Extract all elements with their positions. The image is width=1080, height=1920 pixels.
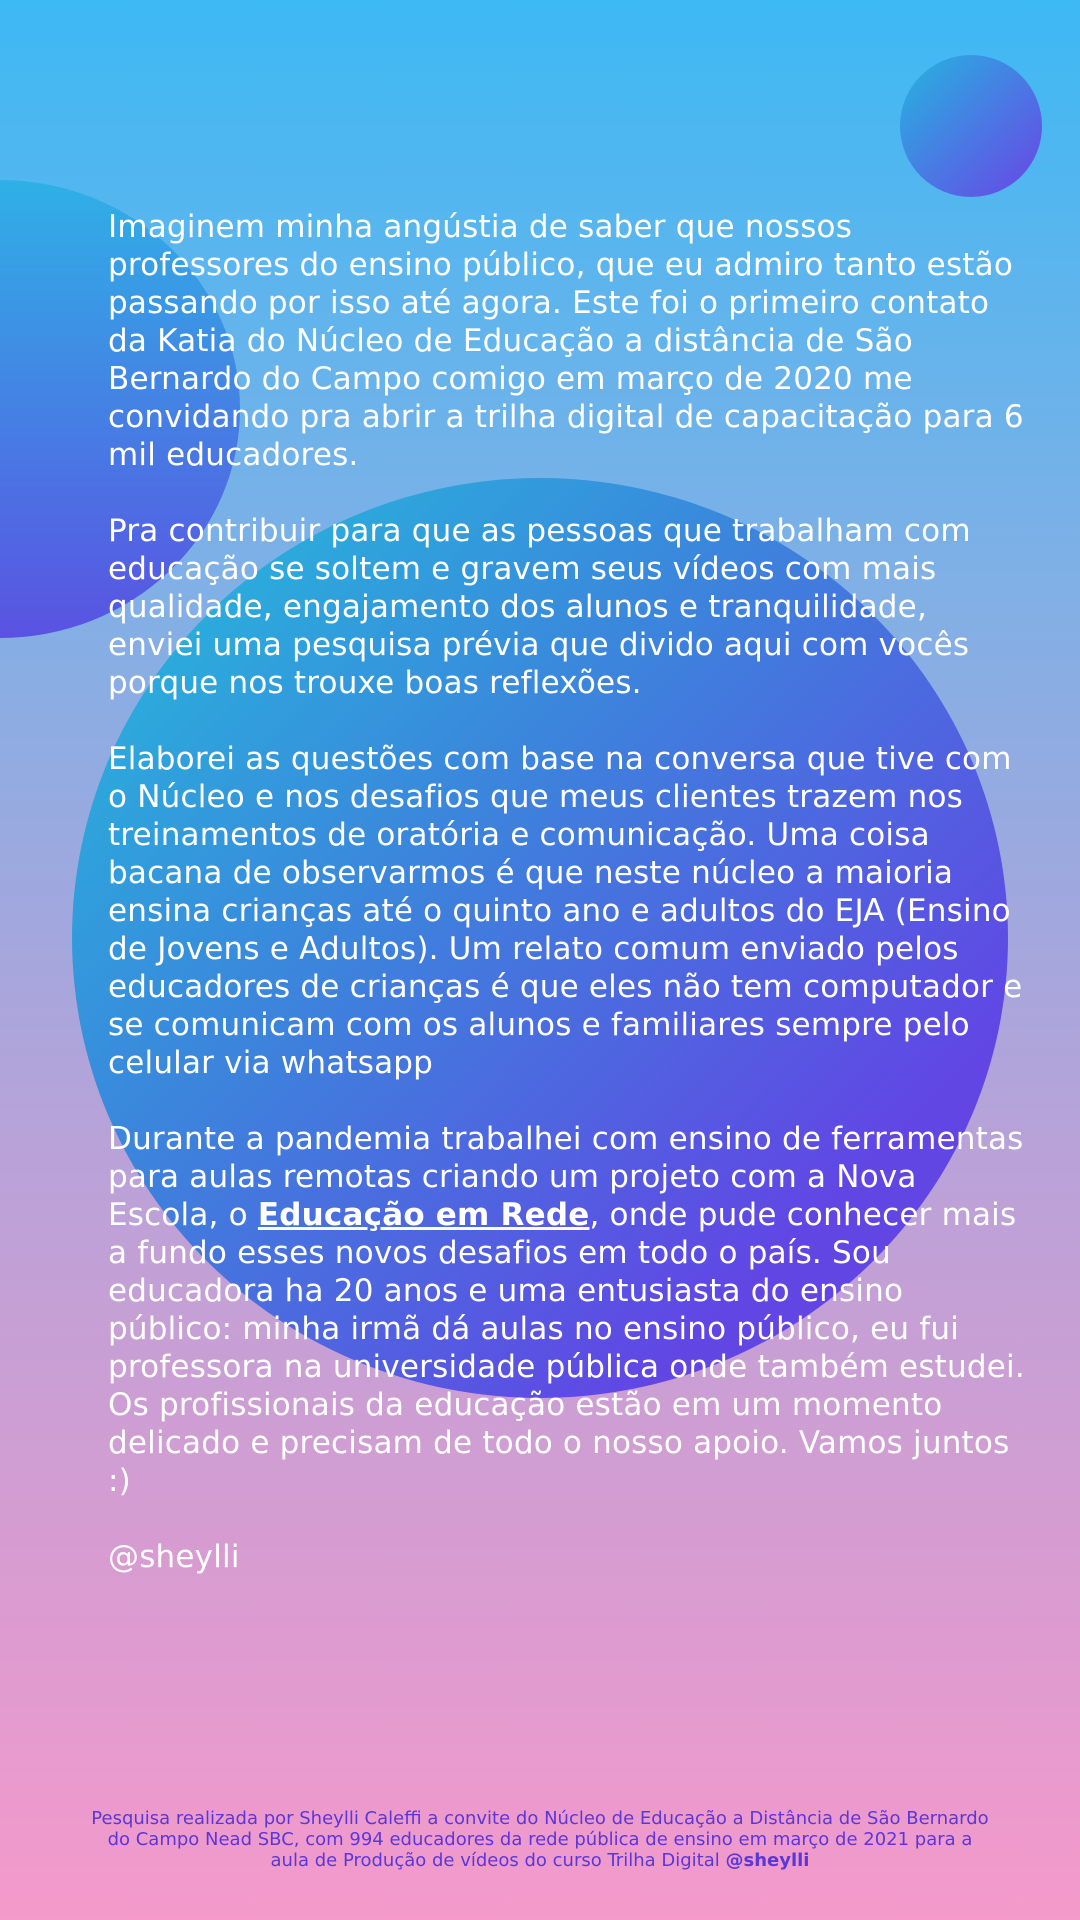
paragraph-2: Pra contribuir para que as pessoas que trabalham com educação se soltem e gravem seus vídeos com mais qualidade, engajamento dos alunos e tranquilidade, enviei uma pesquisa prévia que divido aqui com vocês porque nos trouxe boas reflexões. bbox=[108, 513, 971, 701]
paragraph-1: Imaginem minha angústia de saber que nossos professores do ensino público, que eu admiro tanto estão passando por isso até agora. Este foi o primeiro contato da Katia do Núcleo de Educação a distância de São Bernardo do Campo comigo em março de 2020 me convidando pra abrir a trilha digital de capacitação para 6 mil educadores. bbox=[108, 209, 1024, 473]
footer-note bbox=[90, 1808, 990, 1871]
footer-text: Pesquisa realizada por Sheylli Caleffi a convite do Núcleo de Educação a Distância de São Bernardo do Campo Nead SBC, com 994 educadores da rede pública de ensino em março de 2021 para a aula de Produção de vídeos do curso Trilha Digital bbox=[91, 1808, 989, 1871]
signature-handle: @sheylli bbox=[108, 1539, 240, 1575]
paragraph-4 bbox=[108, 1120, 1028, 1500]
paragraph-4-before: Durante a pandemia trabalhei com ensino de ferramentas para aulas remotas criando um projeto com a Nova Escola, o bbox=[108, 1121, 1024, 1233]
educacao-em-rede-link[interactable]: Educação em Rede bbox=[257, 1197, 590, 1233]
decorative-circle-top-right bbox=[900, 55, 1042, 197]
story-text bbox=[108, 208, 1028, 1576]
paragraph-3: Elaborei as questões com base na conversa que tive com o Núcleo e nos desafios que meus clientes trazem nos treinamentos de oratória e comunicação. Uma coisa bacana de observarmos é que neste núcleo a maioria ensina crianças até o quinto ano e adultos do EJA (Ensino de Jovens e Adultos). Um relato comum enviado pelos educadores de crianças é que eles não tem computador e se comunicam com os alunos e familiares sempre pelo celular via whatsapp bbox=[108, 741, 1023, 1081]
footer-handle[interactable]: @sheylli bbox=[725, 1850, 810, 1871]
paragraph-4-after: , onde pude conhecer mais a fundo esses novos desafios em todo o país. Sou educadora ha 20 anos e uma entusiasta do ensino público: minha irmã dá aulas no ensino público, eu fui professora na universidade pública onde também estudei. Os profissionais da educação estão em um momento delicado e precisam de todo o nosso apoio. Vamos juntos :) bbox=[108, 1197, 1025, 1499]
